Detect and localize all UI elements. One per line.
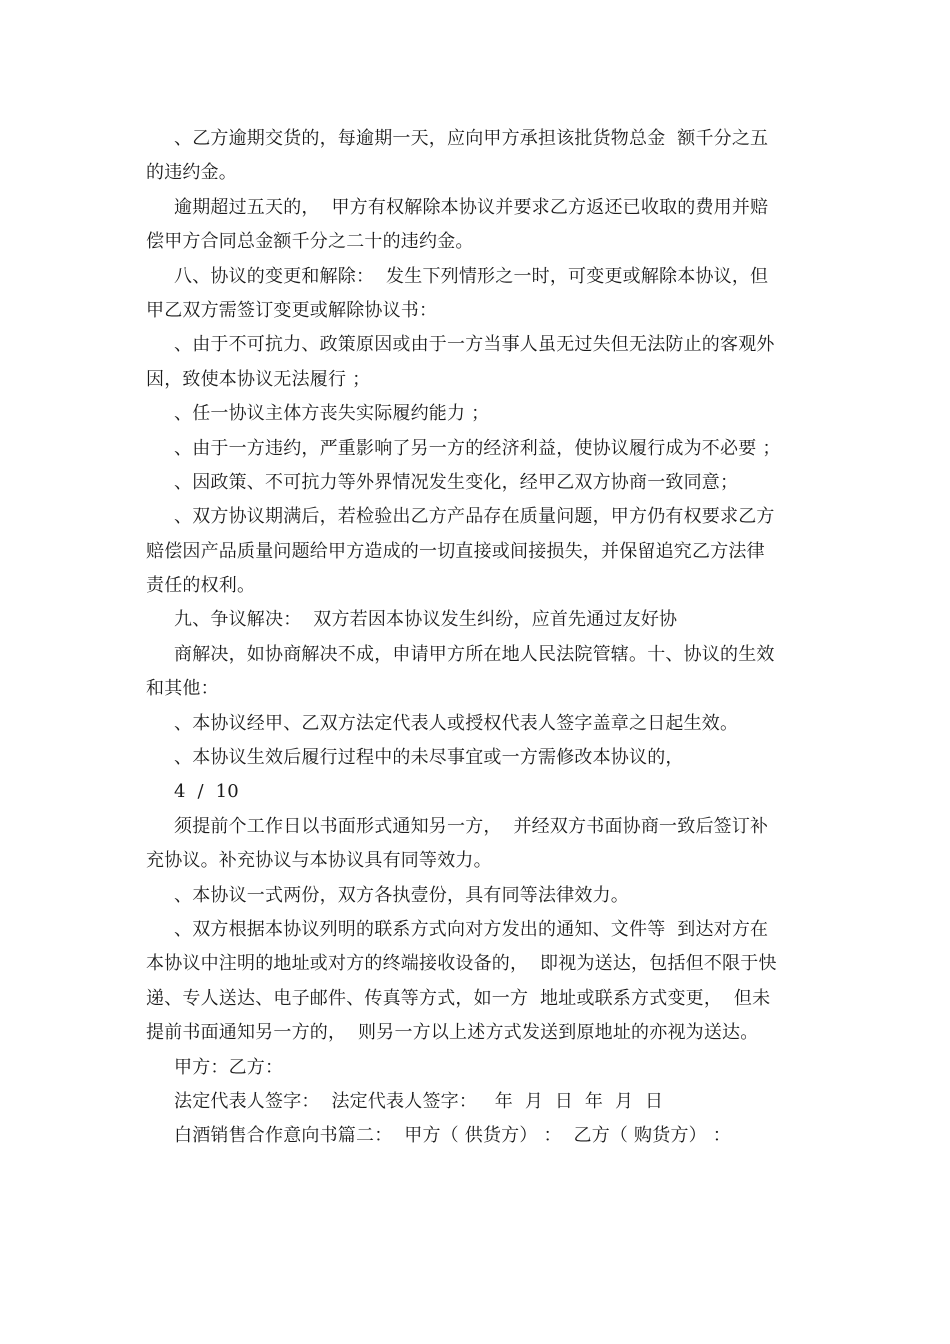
text-line: 、由于一方违约，严重影响了另一方的经济利益，使协议履行成为不必要 ；	[174, 437, 781, 459]
text-line: 、双方协议期满后，若检验出乙方产品存在质量问题，甲方仍有权要求乙方	[174, 506, 775, 528]
text-line: 甲乙双方需签订变更或解除协议书：	[146, 299, 438, 321]
text-line: 因，致使本协议无法履行 ；	[146, 368, 371, 390]
text-line: 递、专人送达、电子邮件、传真等方式，如一方 地址或联系方式变更， 但未	[146, 987, 771, 1009]
text-line: 甲方：乙方：	[174, 1056, 284, 1078]
text-line: 、本协议一式两份，双方各执壹份，具有同等法律效力。	[174, 884, 629, 906]
text-line: 4 / 10	[174, 781, 239, 803]
text-line: 赔偿因产品质量问题给甲方造成的一切直接或间接损失，并保留追究乙方法律	[146, 540, 765, 562]
text-line: 、任一协议主体方丧失实际履约能力 ；	[174, 403, 490, 425]
text-line: 、双方根据本协议列明的联系方式向对方发出的通知、文件等 到达对方在	[174, 918, 769, 940]
text-line: 提前书面通知另一方的， 则另一方以上述方式发送到原地址的亦视为送达。	[146, 1022, 759, 1044]
text-line: 法定代表人签字： 法定代表人签字： 年 月 日 年 月 日	[174, 1090, 664, 1112]
text-line: 、由于不可抗力、政策原因或由于一方当事人虽无过失但无法防止的客观外	[174, 334, 775, 356]
text-line: 、本协议生效后履行过程中的未尽事宜或一方需修改本协议的，	[174, 747, 684, 769]
text-line: 本协议中注明的地址或对方的终端接收设备的， 即视为送达，包括但不限于快	[146, 953, 777, 975]
text-line: 的违约金。	[146, 162, 237, 184]
text-line: 责任的权利。	[146, 575, 256, 597]
text-line: 逾期超过五天的， 甲方有权解除本协议并要求乙方返还已收取的费用并赔	[174, 196, 769, 218]
text-line: 充协议。补充协议与本协议具有同等效力。	[146, 850, 492, 872]
text-line: 偿甲方合同总金额千分之二十的违约金。	[146, 231, 474, 253]
document-page	[146, 122, 806, 1154]
text-line: 九、争议解决： 双方若因本协议发生纠纷，应首先通过友好协	[174, 609, 678, 631]
text-line: 八、协议的变更和解除： 发生下列情形之一时，可变更或解除本协议，但	[174, 265, 769, 287]
text-line: 商解决，如协商解决不成，申请甲方所在地人民法院管辖。十、协议的生效	[174, 643, 775, 665]
text-line: 、本协议经甲、乙双方法定代表人或授权代表人签字盖章之日起生效。	[174, 712, 739, 734]
text-line: 、因政策、不可抗力等外界情况发生变化，经甲乙双方协商一致同意；	[174, 471, 739, 493]
text-line: 、乙方逾期交货的，每逾期一天，应向甲方承担该批货物总金 额千分之五	[174, 128, 769, 149]
text-line: 和其他：	[146, 678, 219, 700]
text-line: 须提前个工作日以书面形式通知另一方， 并经双方书面协商一致后签订补	[174, 815, 769, 837]
text-line: 白酒销售合作意向书篇二： 甲方（ 供货方） ： 乙方（ 购货方） ：	[174, 1125, 731, 1147]
